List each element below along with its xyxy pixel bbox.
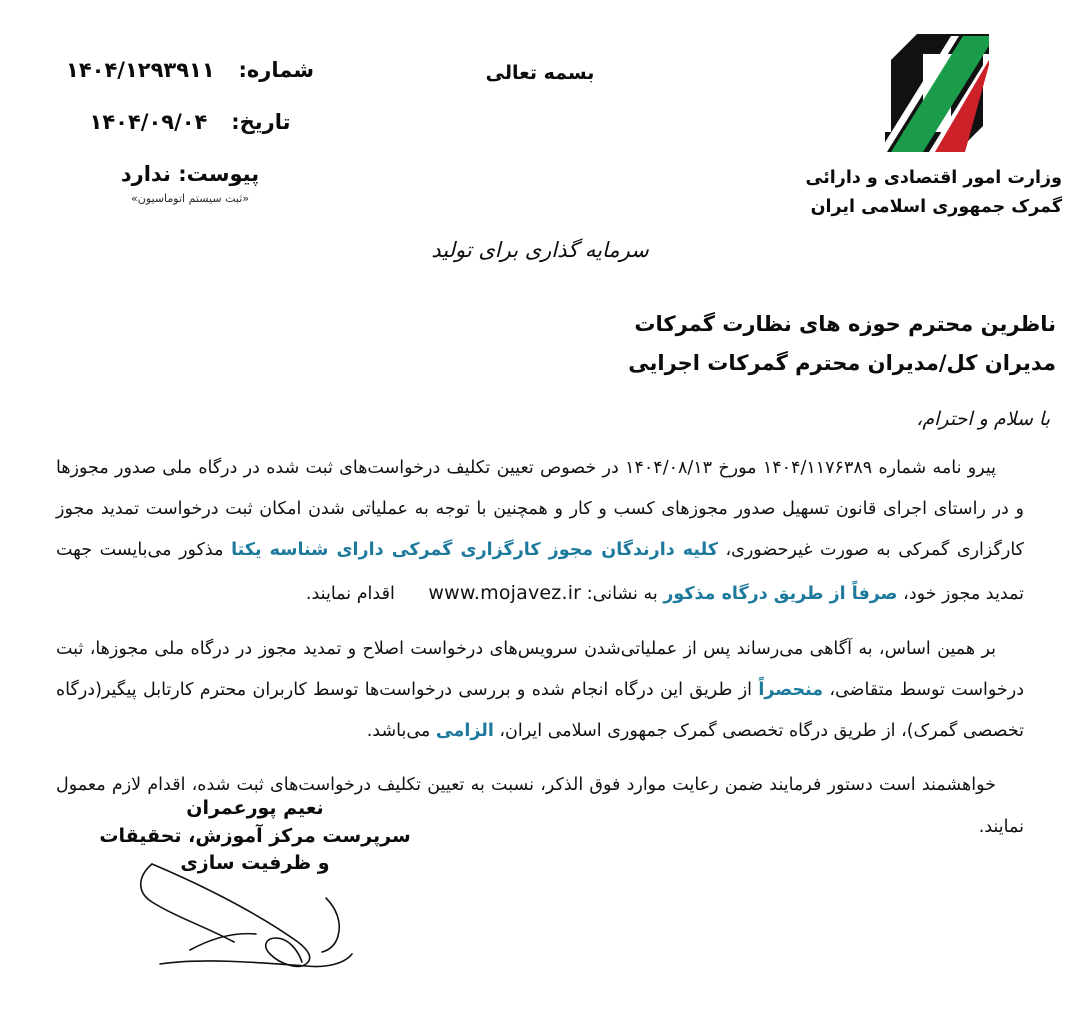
paragraph-2-segment-3: می‌باشد. [366, 721, 436, 742]
paragraph-2-segment-2: از طریق این درگاه انجام شده و بررسی درخواست‌ها توسط کاربران محترم کارتابل پیگیر(درگاه تخصصی گمرک)، از طریق درگاه تخصصی گمرک جمهوری اسلامی ایران، [56, 680, 1024, 742]
letter-date-value: ۱۴۰۴/۰۹/۰۴ [89, 110, 208, 134]
paragraph-2-segment-1: بر همین اساس، به آگاهی می‌رساند پس از عملیاتی‌شدن سرویس‌های درخواست اصلاح و تمدید مجوز در درگاه ملی مجوزها، ثبت درخواست توسط متقاضی، [56, 639, 1024, 701]
addressee-line-2: مدیران کل/مدیران محترم گمرکات اجرایی [628, 350, 1056, 375]
addressee-line-1: ناظرین محترم حوزه های نظارت گمرکات [634, 312, 1056, 336]
paragraph-1-highlight-1: کلیه دارندگان مجوز کارگزاری گمرکی دارای شناسه یکتا [231, 540, 718, 561]
body-paragraph-3: خواهشمند است دستور فرمایند ضمن رعایت موارد فوق الذکر، نسبت به تعیین تکلیف درخواست‌های ثبت شده، اقدام لازم معمول نمایند. [56, 775, 1024, 837]
addressee-block [36, 305, 1056, 383]
paragraph-2-highlight-2: الزامی [435, 721, 494, 742]
ministry-name: وزارت امور اقتصادی و دارائی [805, 168, 1062, 188]
mojavez-portal-url[interactable]: www.mojavez.ir [428, 582, 582, 605]
handwritten-signature [130, 846, 380, 986]
paragraph-1-highlight-2: صرفاً از طریق درگاه مذکور [663, 584, 898, 605]
automation-registration-note: «ثبت سیستم اتوماسیون» [131, 192, 249, 205]
paragraph-1-segment-2: مذکور می‌بایست جهت تمدید مجوز خود، [56, 540, 1024, 605]
salutation-text: با سلام و احترام، [916, 408, 1050, 430]
letter-meta-block [40, 58, 340, 205]
paragraph-2-highlight-1: منحصراً [758, 680, 824, 701]
letter-number-label: شماره: [238, 58, 314, 82]
organization-identity [805, 34, 1062, 222]
irica-logo-icon [877, 34, 997, 152]
body-paragraph-2 [56, 629, 1024, 752]
paragraph-1-segment-3: به نشانی: [581, 584, 664, 605]
paragraph-1-segment-1: پیرو نامه شماره ۱۴۰۴/۱۱۷۶۳۸۹ مورخ ۱۴۰۴/۰۸/۱۳ در خصوص تعیین تکلیف درخواست‌های ثبت شده در درگاه ملی صدور مجوزها و در راستای اجرای قانون تسهیل صدور مجوزهای کسب و کار و همچنین با توجه به عملیاتی شدن امکان ثبت درخواست تمدید مجوز کارگزاری گمرکی به صورت غیرحضوری، [56, 458, 1024, 561]
letter-date-row [40, 110, 340, 134]
letter-header [0, 0, 1080, 300]
year-slogan: سرمایه گذاری برای تولید [431, 238, 649, 262]
paragraph-1-segment-4: اقدام نمایند. [305, 584, 401, 605]
letter-date-label: تاریخ: [231, 110, 291, 134]
customs-administration-name: گمرک جمهوری اسلامی ایران [810, 196, 1062, 217]
body-paragraph-1 [56, 448, 1024, 616]
letter-body [56, 448, 1024, 848]
signatory-title-line-2: و ظرفیت سازی [180, 852, 330, 875]
signatory-title-line-1: سرپرست مرکز آموزش، تحقیقات [99, 824, 411, 847]
basmala-text: بسمه تعالی [485, 62, 595, 84]
signatory-name: نعیم پورعمران [186, 797, 324, 819]
letter-number-row [40, 58, 340, 82]
letter-attachment: پیوست: ندارد [120, 162, 260, 186]
letter-number-value: ۱۴۰۴/۱۲۹۳۹۱۱ [66, 58, 215, 82]
